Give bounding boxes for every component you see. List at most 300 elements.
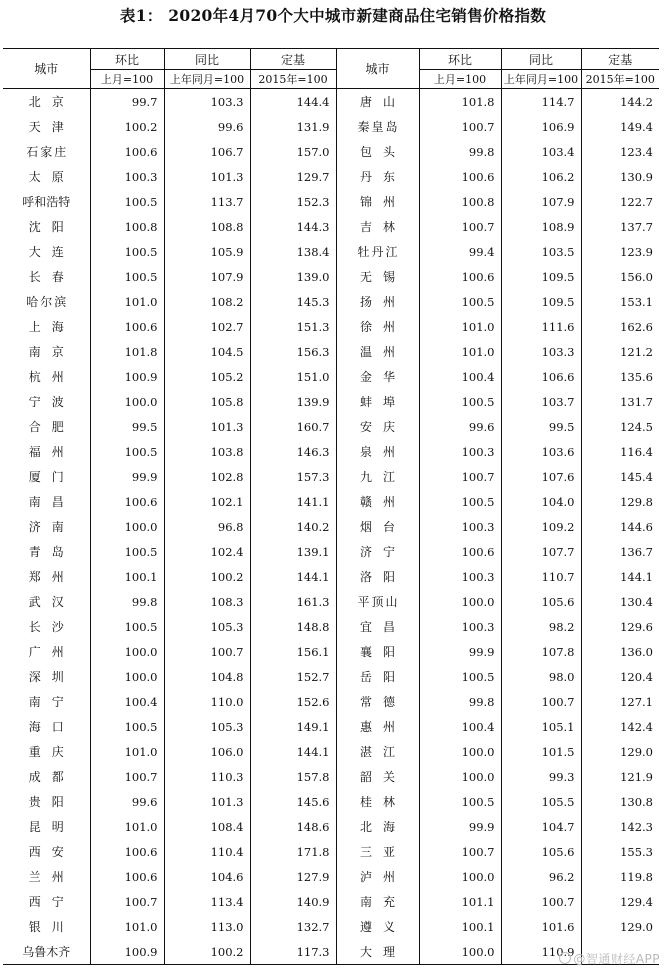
mom-cell: 100.4 — [419, 714, 501, 739]
yoy-cell: 101.6 — [501, 914, 581, 939]
yoy-cell: 106.6 — [501, 364, 581, 389]
city-cell: 遵义 — [336, 914, 419, 939]
table-row — [3, 239, 659, 264]
yoy-cell: 101.5 — [501, 739, 581, 764]
yoy-cell: 102.4 — [164, 539, 250, 564]
yoy-cell: 110.7 — [501, 564, 581, 589]
base-cell: 145.6 — [250, 789, 336, 814]
header-mom-left: 环比 — [90, 49, 164, 70]
base-cell: 146.3 — [250, 439, 336, 464]
mom-cell: 100.7 — [419, 214, 501, 239]
mom-cell: 100.5 — [90, 539, 164, 564]
yoy-cell: 105.1 — [501, 714, 581, 739]
mom-cell: 99.9 — [419, 639, 501, 664]
city-cell: 丹东 — [336, 164, 419, 189]
mom-cell: 100.6 — [90, 839, 164, 864]
table-row — [3, 539, 659, 564]
base-cell: 141.1 — [250, 489, 336, 514]
yoy-cell: 100.2 — [164, 564, 250, 589]
city-cell: 南充 — [336, 889, 419, 914]
city-cell: 安庆 — [336, 414, 419, 439]
mom-cell: 99.6 — [90, 789, 164, 814]
yoy-cell: 108.3 — [164, 589, 250, 614]
mom-cell: 100.1 — [90, 564, 164, 589]
base-cell: 153.1 — [581, 289, 659, 314]
mom-cell: 101.1 — [419, 889, 501, 914]
city-cell: 蚌埠 — [336, 389, 419, 414]
base-cell: 142.4 — [581, 714, 659, 739]
city-cell: 深圳 — [28, 670, 75, 684]
yoy-cell: 110.4 — [164, 839, 250, 864]
yoy-cell: 98.0 — [501, 664, 581, 689]
yoy-cell: 104.6 — [164, 864, 250, 889]
city-cell: 哈尔滨 — [26, 295, 69, 309]
base-cell: 145.4 — [581, 464, 659, 489]
table-row — [3, 714, 659, 739]
yoy-cell: 109.5 — [501, 289, 581, 314]
yoy-cell: 100.2 — [164, 939, 250, 965]
table-row — [3, 214, 659, 239]
mom-cell: 100.4 — [419, 364, 501, 389]
mom-cell: 99.4 — [419, 239, 501, 264]
mom-cell: 101.0 — [90, 739, 164, 764]
city-cell: 天津 — [28, 120, 75, 134]
base-cell: 121.9 — [581, 764, 659, 789]
mom-cell: 100.7 — [419, 839, 501, 864]
city-cell: 秦皇岛 — [336, 114, 419, 139]
city-cell: 沈阳 — [28, 220, 75, 234]
city-cell: 三亚 — [336, 839, 419, 864]
mom-cell: 99.9 — [419, 814, 501, 839]
mom-cell: 100.6 — [90, 489, 164, 514]
mom-cell: 100.3 — [419, 614, 501, 639]
base-cell: 156.1 — [250, 639, 336, 664]
yoy-cell: 110.9 — [501, 939, 581, 965]
yoy-cell: 106.9 — [501, 114, 581, 139]
city-cell: 太原 — [28, 170, 75, 184]
base-cell: 123.4 — [581, 139, 659, 164]
table-row — [3, 464, 659, 489]
base-cell: 127.1 — [581, 689, 659, 714]
base-cell: 139.1 — [250, 539, 336, 564]
mom-cell: 100.7 — [90, 764, 164, 789]
base-cell: 144.1 — [250, 739, 336, 764]
base-cell: 142.3 — [581, 814, 659, 839]
base-cell: 129.4 — [581, 889, 659, 914]
mom-cell: 100.0 — [90, 639, 164, 664]
city-cell: 襄阳 — [336, 639, 419, 664]
city-cell: 杭州 — [28, 370, 75, 384]
yoy-cell: 107.9 — [501, 189, 581, 214]
city-cell: 武汉 — [28, 595, 75, 609]
base-cell: 144.2 — [581, 89, 659, 115]
base-cell: 148.8 — [250, 614, 336, 639]
base-cell: 132.7 — [250, 914, 336, 939]
city-cell: 南昌 — [28, 495, 75, 509]
mom-cell: 100.8 — [419, 189, 501, 214]
yoy-cell: 106.7 — [164, 139, 250, 164]
base-cell: 145.3 — [250, 289, 336, 314]
yoy-cell: 109.2 — [501, 514, 581, 539]
base-cell: 119.8 — [581, 864, 659, 889]
city-cell: 银川 — [28, 920, 75, 934]
city-cell: 泸州 — [336, 864, 419, 889]
city-cell: 宜昌 — [336, 614, 419, 639]
table-row — [3, 264, 659, 289]
base-cell: 139.0 — [250, 264, 336, 289]
mom-cell: 100.0 — [419, 939, 501, 965]
table-row — [3, 189, 659, 214]
table-row — [3, 389, 659, 414]
yoy-cell: 105.9 — [164, 239, 250, 264]
city-cell: 大连 — [28, 245, 75, 259]
mom-cell: 100.6 — [90, 864, 164, 889]
yoy-cell: 104.5 — [164, 339, 250, 364]
base-cell: 120.4 — [581, 664, 659, 689]
mom-cell: 99.8 — [419, 689, 501, 714]
base-cell: 121.2 — [581, 339, 659, 364]
base-cell: 130.4 — [581, 589, 659, 614]
mom-cell: 100.7 — [90, 889, 164, 914]
mom-cell: 100.5 — [90, 714, 164, 739]
base-cell: 139.9 — [250, 389, 336, 414]
mom-cell: 99.9 — [90, 464, 164, 489]
base-cell: 152.6 — [250, 689, 336, 714]
base-cell: 157.3 — [250, 464, 336, 489]
mom-cell: 99.8 — [419, 139, 501, 164]
yoy-cell: 101.3 — [164, 414, 250, 439]
table-row — [3, 289, 659, 314]
table-row — [3, 164, 659, 189]
yoy-cell: 109.5 — [501, 264, 581, 289]
city-cell: 乌鲁木齐 — [3, 939, 90, 965]
mom-cell: 100.3 — [419, 439, 501, 464]
city-cell: 吉林 — [336, 214, 419, 239]
base-cell: 144.1 — [250, 564, 336, 589]
city-cell: 桂林 — [336, 789, 419, 814]
header-mom-sub-left: 上月=100 — [90, 70, 164, 89]
table-row — [3, 814, 659, 839]
base-cell: 130.8 — [581, 789, 659, 814]
city-cell: 昆明 — [28, 820, 75, 834]
city-cell: 长春 — [28, 270, 75, 284]
mom-cell: 100.5 — [90, 264, 164, 289]
table-row — [3, 864, 659, 889]
base-cell: 129.0 — [581, 739, 659, 764]
yoy-cell: 104.8 — [164, 664, 250, 689]
base-cell: 137.7 — [581, 214, 659, 239]
base-cell: 144.1 — [581, 564, 659, 589]
yoy-cell: 111.6 — [501, 314, 581, 339]
base-cell: 149.1 — [250, 714, 336, 739]
base-cell: 157.0 — [250, 139, 336, 164]
mom-cell: 100.9 — [90, 364, 164, 389]
yoy-cell: 106.0 — [164, 739, 250, 764]
mom-cell: 100.0 — [90, 389, 164, 414]
city-cell: 广州 — [28, 645, 75, 659]
city-cell: 厦门 — [28, 470, 75, 484]
watermark — [559, 950, 660, 967]
mom-cell: 99.7 — [90, 89, 164, 115]
city-cell: 西安 — [28, 845, 75, 859]
city-cell: 烟台 — [336, 514, 419, 539]
mom-cell: 100.0 — [90, 664, 164, 689]
mom-cell: 99.6 — [419, 414, 501, 439]
yoy-cell: 108.4 — [164, 814, 250, 839]
mom-cell: 100.4 — [90, 689, 164, 714]
base-cell: 127.9 — [250, 864, 336, 889]
yoy-cell: 100.7 — [501, 889, 581, 914]
yoy-cell: 101.3 — [164, 789, 250, 814]
mom-cell: 100.5 — [90, 439, 164, 464]
table-row — [3, 589, 659, 614]
price-index-table — [3, 48, 659, 965]
mom-cell: 101.0 — [419, 339, 501, 364]
city-cell: 岳阳 — [336, 664, 419, 689]
yoy-cell: 102.8 — [164, 464, 250, 489]
mom-cell: 100.5 — [419, 289, 501, 314]
base-cell: 140.2 — [250, 514, 336, 539]
base-cell: 123.9 — [581, 239, 659, 264]
yoy-cell: 113.7 — [164, 189, 250, 214]
base-cell: 144.4 — [250, 89, 336, 115]
base-cell: 129.0 — [581, 914, 659, 939]
mom-cell: 100.6 — [419, 264, 501, 289]
city-cell: 锦州 — [336, 189, 419, 214]
base-cell: 156.3 — [250, 339, 336, 364]
city-cell: 南宁 — [28, 695, 75, 709]
base-cell: 117.3 — [250, 939, 336, 965]
table-row — [3, 414, 659, 439]
city-cell: 重庆 — [28, 745, 75, 759]
base-cell: 135.6 — [581, 364, 659, 389]
table-row — [3, 89, 659, 115]
city-cell: 海口 — [28, 720, 75, 734]
base-cell: 122.7 — [581, 189, 659, 214]
header-yoy-sub-right: 上年同月=100 — [501, 70, 581, 89]
city-cell: 牡丹江 — [336, 239, 419, 264]
base-cell: 129.7 — [250, 164, 336, 189]
table-row — [3, 914, 659, 939]
mom-cell: 100.0 — [419, 589, 501, 614]
table-row — [3, 439, 659, 464]
city-cell: 扬州 — [336, 289, 419, 314]
base-cell: 140.9 — [250, 889, 336, 914]
header-yoy-left: 同比 — [164, 49, 250, 70]
yoy-cell: 104.0 — [501, 489, 581, 514]
header-yoy-sub-left: 上年同月=100 — [164, 70, 250, 89]
yoy-cell: 96.2 — [501, 864, 581, 889]
yoy-cell: 100.7 — [164, 639, 250, 664]
base-cell: 144.3 — [250, 214, 336, 239]
yoy-cell: 107.8 — [501, 639, 581, 664]
yoy-cell: 107.9 — [164, 264, 250, 289]
city-cell: 南京 — [28, 345, 75, 359]
mom-cell: 100.1 — [419, 914, 501, 939]
yoy-cell: 108.2 — [164, 289, 250, 314]
base-cell: 129.6 — [581, 614, 659, 639]
mom-cell: 101.0 — [90, 814, 164, 839]
yoy-cell: 96.8 — [164, 514, 250, 539]
table-row — [3, 514, 659, 539]
yoy-cell: 114.7 — [501, 89, 581, 115]
base-cell: 157.8 — [250, 764, 336, 789]
table-row — [3, 339, 659, 364]
base-cell: 129.8 — [581, 489, 659, 514]
base-cell: 131.7 — [581, 389, 659, 414]
table-row — [3, 614, 659, 639]
mom-cell: 100.7 — [419, 464, 501, 489]
yoy-cell: 103.6 — [501, 439, 581, 464]
mom-cell: 100.5 — [419, 664, 501, 689]
yoy-cell: 106.2 — [501, 164, 581, 189]
city-cell: 西宁 — [28, 895, 75, 909]
mom-cell: 100.6 — [90, 314, 164, 339]
base-cell: 156.0 — [581, 264, 659, 289]
mom-cell: 99.5 — [90, 414, 164, 439]
mom-cell: 100.0 — [419, 739, 501, 764]
mom-cell: 100.5 — [90, 189, 164, 214]
city-cell: 北京 — [28, 95, 75, 109]
yoy-cell: 105.6 — [501, 839, 581, 864]
mom-cell: 101.0 — [90, 914, 164, 939]
mom-cell: 101.0 — [90, 289, 164, 314]
base-cell: 138.4 — [250, 239, 336, 264]
mom-cell: 100.3 — [419, 564, 501, 589]
yoy-cell: 108.8 — [164, 214, 250, 239]
mom-cell: 100.6 — [419, 539, 501, 564]
mom-cell: 100.5 — [419, 789, 501, 814]
base-cell: 162.6 — [581, 314, 659, 339]
mom-cell: 100.9 — [90, 939, 164, 965]
base-cell: 136.7 — [581, 539, 659, 564]
yoy-cell: 108.9 — [501, 214, 581, 239]
table-row — [3, 639, 659, 664]
base-cell: 148.6 — [250, 814, 336, 839]
city-cell: 郑州 — [28, 570, 75, 584]
city-cell: 北海 — [336, 814, 419, 839]
yoy-cell: 105.3 — [164, 614, 250, 639]
mom-cell: 100.0 — [419, 764, 501, 789]
base-cell: 144.6 — [581, 514, 659, 539]
watermark-logo-icon — [559, 952, 571, 964]
header-base-sub-left: 2015年=100 — [250, 70, 336, 89]
base-cell: 116.4 — [581, 439, 659, 464]
yoy-cell: 104.7 — [501, 814, 581, 839]
mom-cell: 100.2 — [90, 114, 164, 139]
base-cell: 131.9 — [250, 114, 336, 139]
city-cell: 泉州 — [336, 439, 419, 464]
base-cell: 149.4 — [581, 114, 659, 139]
base-cell: 171.8 — [250, 839, 336, 864]
table-row — [3, 664, 659, 689]
city-cell: 金华 — [336, 364, 419, 389]
city-cell: 贵阳 — [28, 795, 75, 809]
base-cell: 151.3 — [250, 314, 336, 339]
city-cell: 济宁 — [336, 539, 419, 564]
table-row — [3, 689, 659, 714]
base-cell: 136.0 — [581, 639, 659, 664]
mom-cell: 101.8 — [419, 89, 501, 115]
mom-cell: 99.8 — [90, 589, 164, 614]
base-cell: 155.3 — [581, 839, 659, 864]
yoy-cell: 110.3 — [164, 764, 250, 789]
base-cell: 151.0 — [250, 364, 336, 389]
yoy-cell: 113.4 — [164, 889, 250, 914]
mom-cell: 100.5 — [90, 614, 164, 639]
table-title: 表1： 2020年4月70个大中城市新建商品住宅销售价格指数 — [119, 6, 547, 25]
city-cell: 济南 — [28, 520, 75, 534]
yoy-cell: 101.3 — [164, 164, 250, 189]
table-row — [3, 364, 659, 389]
yoy-cell: 110.0 — [164, 689, 250, 714]
mom-cell: 100.7 — [419, 114, 501, 139]
base-cell: 124.5 — [581, 414, 659, 439]
yoy-cell: 103.7 — [501, 389, 581, 414]
mom-cell: 100.6 — [90, 139, 164, 164]
yoy-cell: 99.5 — [501, 414, 581, 439]
yoy-cell: 105.2 — [164, 364, 250, 389]
yoy-cell: 107.7 — [501, 539, 581, 564]
table-body — [3, 89, 659, 965]
mom-cell: 100.6 — [419, 164, 501, 189]
table-row — [3, 739, 659, 764]
mom-cell: 100.5 — [90, 239, 164, 264]
watermark-text: @智通财经APP — [573, 952, 660, 966]
city-cell: 成都 — [28, 770, 75, 784]
mom-cell: 100.5 — [419, 489, 501, 514]
table-row — [3, 839, 659, 864]
yoy-cell: 103.5 — [501, 239, 581, 264]
city-cell: 石家庄 — [26, 145, 69, 159]
table-row — [3, 489, 659, 514]
yoy-cell: 103.3 — [164, 89, 250, 115]
table-row — [3, 564, 659, 589]
header-mom-right: 环比 — [419, 49, 501, 70]
table-row — [3, 889, 659, 914]
mom-cell: 101.8 — [90, 339, 164, 364]
table-row — [3, 789, 659, 814]
city-cell: 大理 — [336, 939, 419, 965]
yoy-cell: 103.8 — [164, 439, 250, 464]
base-cell: 160.7 — [250, 414, 336, 439]
table-row — [3, 114, 659, 139]
city-cell: 包头 — [336, 139, 419, 164]
yoy-cell: 105.8 — [164, 389, 250, 414]
mom-cell: 100.3 — [90, 164, 164, 189]
city-cell: 九江 — [336, 464, 419, 489]
yoy-cell: 99.3 — [501, 764, 581, 789]
city-cell: 福州 — [28, 445, 75, 459]
city-cell: 兰州 — [28, 870, 75, 884]
city-cell: 惠州 — [336, 714, 419, 739]
city-cell: 常德 — [336, 689, 419, 714]
city-cell: 徐州 — [336, 314, 419, 339]
city-cell: 唐山 — [336, 89, 419, 115]
mom-cell: 100.3 — [419, 514, 501, 539]
yoy-cell: 105.3 — [164, 714, 250, 739]
yoy-cell: 103.4 — [501, 139, 581, 164]
header-base-right: 定基 — [581, 49, 659, 70]
city-cell: 宁波 — [28, 395, 75, 409]
yoy-cell: 107.6 — [501, 464, 581, 489]
yoy-cell: 102.7 — [164, 314, 250, 339]
header-city-right: 城市 — [336, 49, 419, 89]
header-mom-sub-right: 上月=100 — [419, 70, 501, 89]
yoy-cell: 103.3 — [501, 339, 581, 364]
city-cell: 合肥 — [28, 420, 75, 434]
mom-cell: 101.0 — [419, 314, 501, 339]
